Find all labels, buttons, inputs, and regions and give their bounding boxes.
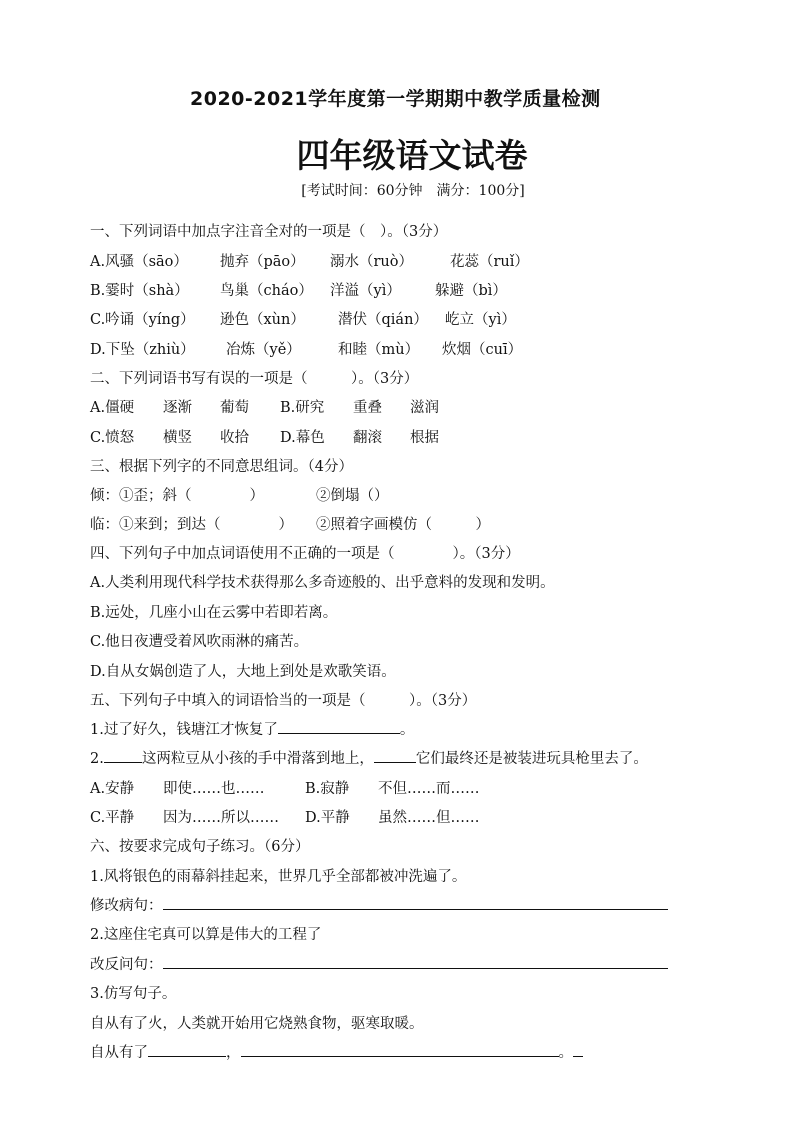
q6-imitate-label: 自从有了 (90, 1045, 148, 1061)
q2-a2: 逐渐 (163, 400, 192, 416)
q1-c1: C.吟诵（yíng） (90, 312, 195, 328)
q4-option-a: A.人类利用现代科学技术获得那么多奇迹般的、出乎意料的发现和发明。 (90, 575, 555, 591)
q1-a3: 溺水（ruò） (330, 254, 413, 270)
answer-blank[interactable] (241, 1043, 559, 1057)
q4-prompt: 四、下列句子中加点词语使用不正确的一项是（ ）。（3分） (90, 546, 520, 562)
q2-d1: D.幕色 (280, 430, 325, 446)
q2-b2: 重叠 (353, 400, 382, 416)
q4-option-c: C.他日夜遭受着风吹雨淋的痛苦。 (90, 634, 309, 650)
q5-s2-num: 2. (90, 751, 104, 767)
q1-c3: 潜伏（qián） (338, 312, 428, 328)
q6-sentence-1: 1.风将银色的雨幕斜挂起来，世界几乎全部都被冲洗遍了。 (90, 869, 467, 885)
q2-prompt: 二、下列词语书写有误的一项是（ ）。（3分） (90, 371, 419, 387)
q5-s2-end: 它们最终还是被装进玩具枪里去了。 (415, 751, 648, 767)
q5-s1-end: 。 (399, 722, 415, 738)
q2-c3: 收拾 (220, 430, 249, 446)
q2-c1: C.愤怒 (90, 430, 135, 446)
answer-line[interactable] (163, 955, 668, 969)
q1-a2: 抛弃（pāo） (220, 254, 305, 270)
q6-sentence-3: 3.仿写句子。 (90, 986, 177, 1002)
q5-c2: 因为……所以…… (163, 810, 279, 826)
q6-imitate-comma: ， (226, 1045, 241, 1061)
q1-d3: 和睦（mù） (338, 342, 420, 358)
q4-option-b: B.远处，几座小山在云雾中若即若离。 (90, 605, 338, 621)
q6-example: 自从有了火，人类就开始用它烧熟食物，驱寒取暖。 (90, 1016, 424, 1032)
q6-question-label: 改反问句： (90, 957, 163, 973)
q5-d2: 虽然……但…… (378, 810, 480, 826)
q6-imitate-end: 。 (558, 1045, 573, 1061)
q5-b1: B.寂静 (305, 781, 350, 797)
q3-line1-a: 倾：①歪；斜（ ） (90, 488, 264, 504)
q5-prompt: 五、下列句子中填入的词语恰当的一项是（ ）。（3分） (90, 693, 477, 709)
q2-b3: 滋润 (410, 400, 439, 416)
q1-d1: D.下坠（zhiù） (90, 342, 195, 358)
q2-a3: 葡萄 (220, 400, 249, 416)
answer-blank[interactable] (374, 749, 416, 763)
q5-s2-mid: 这两粒豆从小孩的手中滑落到地上， (141, 751, 374, 767)
q1-a1: A.风骚（sāo） (90, 254, 188, 270)
q5-sentence-1 (90, 718, 414, 739)
answer-blank[interactable] (278, 720, 400, 734)
answer-blank[interactable] (148, 1043, 226, 1057)
q1-b3: 洋溢（yì） (330, 283, 401, 299)
answer-blank[interactable] (104, 749, 142, 763)
q1-d4: 炊烟（cuī） (442, 342, 523, 358)
q1-a4: 花蕊（ruǐ） (450, 254, 529, 270)
q2-d2: 翻滚 (353, 430, 382, 446)
q1-b1: B.霎时（shà） (90, 283, 189, 299)
answer-line[interactable] (163, 896, 668, 910)
q2-d3: 根据 (410, 430, 439, 446)
q5-c1: C.平静 (90, 810, 135, 826)
q6-prompt: 六、按要求完成句子练习。（6分） (90, 839, 310, 855)
q4-option-d: D.自从女娲创造了人，大地上到处是欢歌笑语。 (90, 664, 396, 680)
q5-a2: 即使……也…… (163, 781, 265, 797)
q3-prompt: 三、根据下列字的不同意思组词。（4分） (90, 459, 353, 475)
q2-b1: B.研究 (280, 400, 325, 416)
q6-question-line (90, 953, 668, 974)
q1-c4: 屹立（yì） (445, 312, 516, 328)
q1-d2: 冶炼（yě） (226, 342, 301, 358)
q6-sentence-2: 2.这座住宅真可以算是伟大的工程了 (90, 927, 322, 943)
q1-prompt: 一、下列词语中加点字注音全对的一项是（ ）。（3分） (90, 224, 448, 240)
paper-title: 四年级语文试卷 (296, 136, 528, 175)
q5-sentence-2 (90, 747, 648, 768)
q3-line1-b: ②倒塌（） (316, 488, 389, 504)
q3-line2-a: 临：①来到；到达（ ） (90, 517, 293, 533)
q6-edit-line (90, 894, 668, 915)
q1-b2: 鸟巢（cháo） (220, 283, 313, 299)
q2-c2: 横竖 (163, 430, 192, 446)
q6-edit-label: 修改病句： (90, 898, 163, 914)
q2-a1: A.僵硬 (90, 400, 135, 416)
exam-title: 2020-2021学年度第一学期期中教学质量检测 (190, 88, 601, 110)
q3-line2-b: ②照着字画模仿（ ） (316, 517, 490, 533)
exam-info: [考试时间：60分钟 满分：100分] (301, 183, 525, 199)
q1-c2: 逊色（xùn） (220, 312, 305, 328)
q1-b4: 躲避（bì） (435, 283, 507, 299)
q5-a1: A.安静 (90, 781, 135, 797)
q6-imitate-line (90, 1041, 583, 1062)
q5-d1: D.平静 (305, 810, 350, 826)
answer-blank[interactable] (573, 1043, 583, 1057)
q5-s1-text: 1.过了好久，钱塘江才恢复了 (90, 722, 278, 738)
q5-b2: 不但……而…… (378, 781, 480, 797)
